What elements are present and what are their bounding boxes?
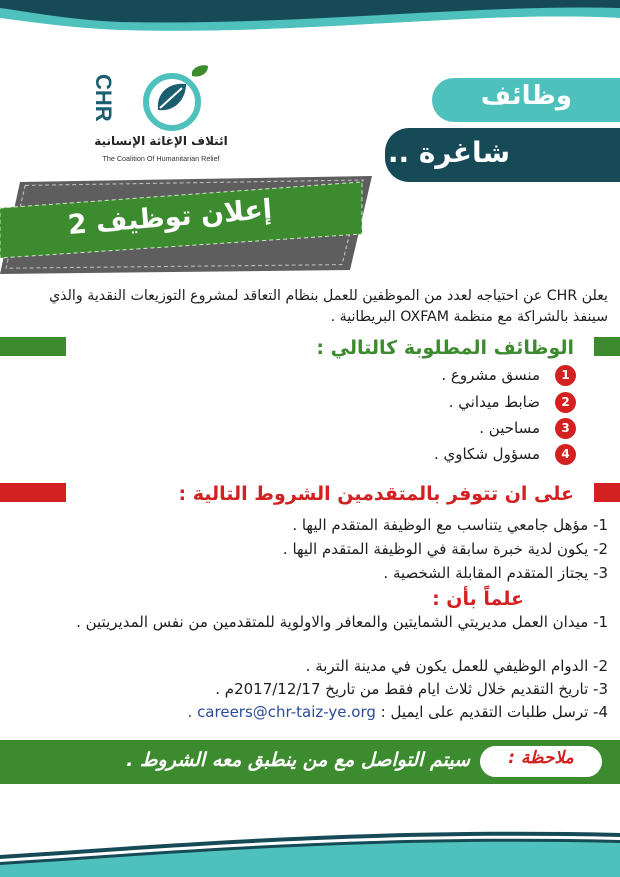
note-item: 3- تاريخ التقديم خلال ثلاث ايام فقط من تاريخ 2017/12/17م . (215, 680, 608, 698)
job-number-badge: 3 (555, 418, 576, 439)
conditions-heading: على ان تتوفر بالمتقدمين الشروط التالية : (178, 483, 574, 505)
job-item: ضابط ميداني . (448, 393, 540, 411)
email-suffix: . (187, 703, 193, 721)
logo-leaf-icon (91, 62, 218, 134)
bottom-wave-decoration (0, 825, 620, 877)
top-wave-decoration (0, 0, 620, 40)
job-item: مسؤول شكاوي . (433, 445, 540, 463)
section-marker-left (0, 337, 66, 356)
email-link[interactable]: careers@chr-taiz-ye.org (197, 703, 376, 721)
note-item: 1- ميدان العمل مديريتي الشمايتين والمعافر والاولوية للمتقدمين من نفس المديريتين . (76, 613, 608, 631)
org-name-english: The Coalition Of Humanitarian Relief (102, 154, 220, 163)
section-marker-right (594, 483, 620, 502)
job-number-badge: 4 (555, 444, 576, 465)
condition-item: 1- مؤهل جامعي يتناسب مع الوظيفة المتقدم اليها . (292, 516, 608, 534)
hiring-title: إعلان توظيف 2 (66, 194, 274, 241)
job-number-badge: 1 (555, 365, 576, 386)
notes-heading: علماً بأن : (432, 588, 524, 610)
intro-paragraph: يعلن CHR عن احتياجه لعدد من الموظفين للعمل بنظام التعاقد لمشروع التوزيعات النقدية والذي سينفذ بالشراكة مع منظمة OXFAM البريطانية . (49, 288, 608, 325)
note-item-email (8, 702, 608, 723)
jobs-banner (432, 78, 620, 122)
note-item: 2- الدوام الوظيفي للعمل يكون في مدينة التربة . (305, 657, 608, 675)
section-marker-right (594, 337, 620, 356)
jobs-banner-text: وظائف (480, 81, 572, 111)
org-name-arabic: ائتلاف الإغاثة الإنسانية (94, 134, 228, 148)
logo-letters: CHR (91, 74, 116, 122)
job-number-badge: 2 (555, 392, 576, 413)
note-text: سيتم التواصل مع من ينطبق معه الشروط . (126, 749, 470, 771)
job-item: مساحين . (479, 419, 540, 437)
condition-item: 3- يجتاز المتقدم المقابلة الشخصية . (383, 564, 608, 582)
jobs-heading: الوظائف المطلوبة كالتالي : (316, 337, 574, 359)
job-item: منسق مشروع . (441, 366, 540, 384)
organization-logo (86, 58, 236, 168)
note-label: ملاحظة : (508, 748, 574, 768)
vacant-banner-text: شاغرة .. (387, 136, 510, 169)
condition-item: 2- يكون لدية خبرة سابقة في الوظيفة المتقدم اليها . (282, 540, 608, 558)
email-intro-text: 4- ترسل طلبات التقديم على ايميل : (380, 703, 608, 721)
vacant-banner (385, 128, 620, 182)
section-marker-left (0, 483, 66, 502)
